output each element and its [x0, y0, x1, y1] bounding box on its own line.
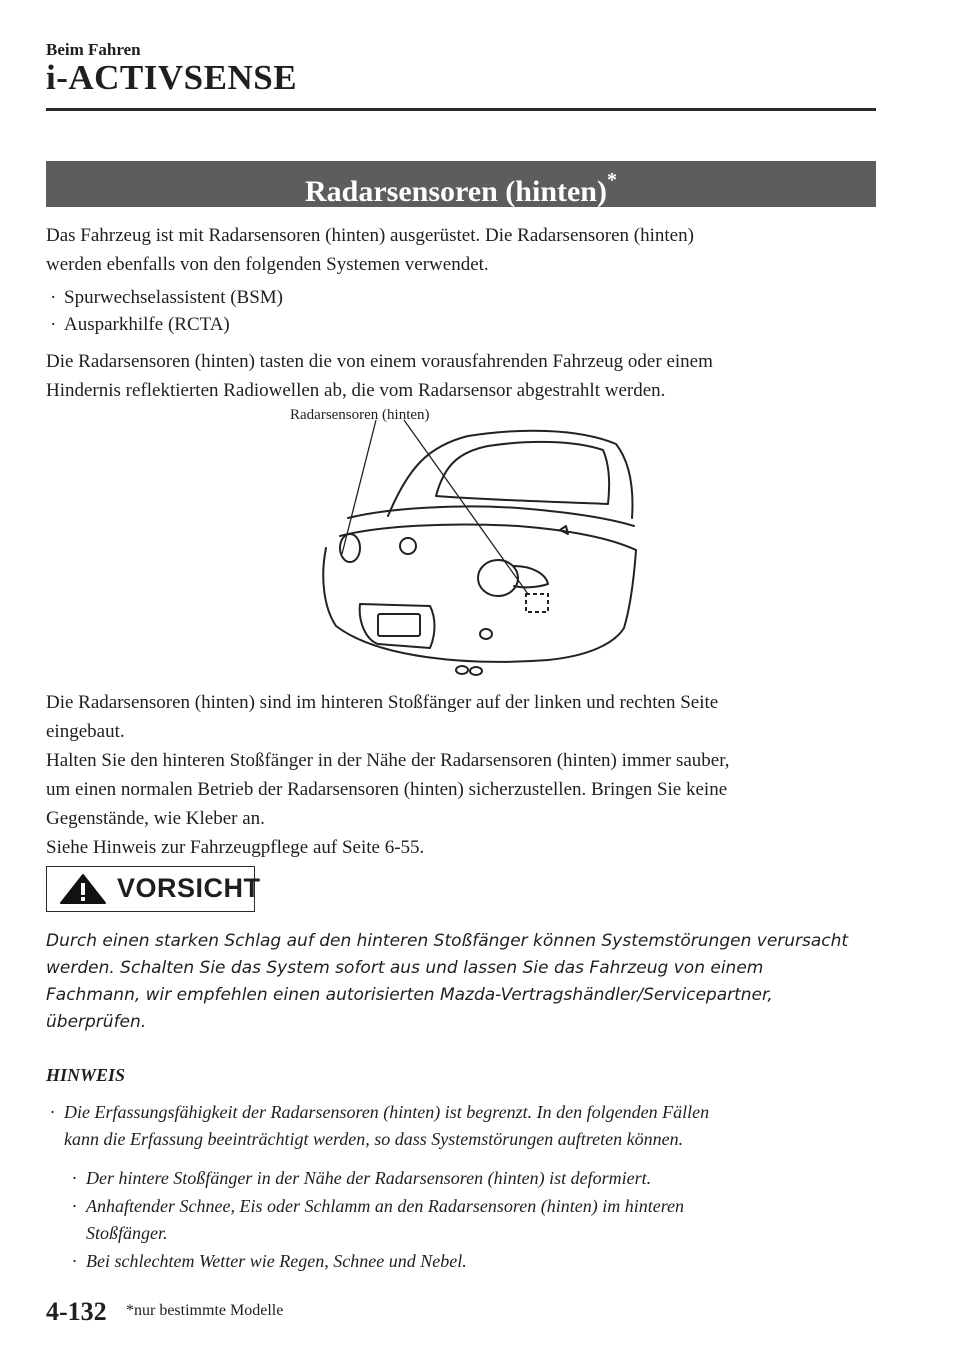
installation-paragraph: [46, 688, 876, 862]
function-line: Hindernis reflektierten Radiowellen ab, die vom Radarsensor abgestrahlt werden.: [46, 380, 666, 401]
banner-title: Radarsensoren (hinten): [305, 175, 607, 208]
caution-line: Durch einen starken Schlag auf den hinteren Stoßfänger können Systemstörungen verursacht: [46, 931, 849, 951]
note-title: HINWEIS: [46, 1065, 126, 1085]
bullet-dot-icon: ·: [50, 287, 57, 308]
intro-line: Das Fahrzeug ist mit Radarsensoren (hinten) ausgerüstet. Die Radarsensoren (hinten): [46, 225, 694, 246]
rear-reflector: [480, 629, 492, 639]
caution-line: überprüfen.: [46, 1012, 147, 1032]
intro-line: werden ebenfalls von den folgenden Systemen verwendet.: [46, 254, 489, 275]
license-plate: [378, 614, 420, 636]
section-title: i-ACTIVSENSE: [46, 58, 298, 97]
exhaust-pipe: [470, 667, 482, 675]
installation-line: Siehe Hinweis zur Fahrzeugpflege auf Seite 6-55.: [46, 837, 425, 858]
note-item: [72, 1248, 882, 1275]
footnote: *nur bestimmte Modelle: [126, 1302, 284, 1319]
system-name: Spurwechselassistent (BSM): [64, 287, 284, 308]
note-lead-line: kann die Erfassung beeinträchtigt werden, so dass Systemstörungen auftreten können.: [64, 1129, 684, 1149]
note-item: [72, 1193, 882, 1247]
taillight-right-lens: [514, 566, 548, 587]
installation-line: eingebaut.: [46, 721, 125, 742]
trunk-emblem: [400, 538, 416, 554]
chapter-title: Beim Fahren: [46, 40, 141, 59]
note-item-line: Der hintere Stoßfänger in der Nähe der Radarsensoren (hinten) ist deformiert.: [86, 1168, 652, 1188]
note-item: [72, 1165, 882, 1192]
intro-paragraph: [46, 221, 876, 279]
installation-line: um einen normalen Betrieb der Radarsensoren (hinten) sicherzustellen. Bringen Sie keine: [46, 779, 728, 800]
caution-text: [46, 928, 881, 1036]
installation-line: Halten Sie den hinteren Stoßfänger in der Nähe der Radarsensoren (hinten) immer sauber,: [46, 750, 730, 771]
note-item-line: Bei schlechtem Wetter wie Regen, Schnee und Nebel.: [86, 1251, 467, 1271]
installation-line: Gegenstände, wie Kleber an.: [46, 808, 265, 829]
caution-label: VORSICHT: [117, 873, 261, 903]
note-item-line: Stoßfänger.: [86, 1223, 168, 1243]
car-rear-illustration: [318, 408, 648, 680]
note-lead-line: Die Erfassungsfähigkeit der Radarsensoren (hinten) ist begrenzt. In den folgenden Fällen: [64, 1102, 710, 1122]
caution-box: [46, 866, 261, 912]
system-name: Ausparkhilfe (RCTA): [64, 314, 230, 335]
topic-banner: [46, 161, 876, 207]
leader-line: [342, 420, 376, 554]
caution-line: werden. Schalten Sie das System sofort aus und lassen Sie das Fahrzeug von einem: [46, 958, 764, 978]
list-item: [50, 311, 230, 339]
note-lead: [50, 1099, 880, 1153]
header-rule: [46, 108, 876, 111]
bullet-dot-icon: ·: [72, 1168, 77, 1188]
figure-label: Radarsensoren (hinten): [290, 407, 430, 423]
list-item: [50, 284, 283, 312]
note-item-line: Anhaftender Schnee, Eis oder Schlamm an den Radarsensoren (hinten) im hinteren: [86, 1196, 685, 1216]
warning-triangle-icon: [57, 873, 109, 905]
rear-window: [436, 442, 609, 504]
exhaust-pipe: [456, 666, 468, 674]
bullet-dot-icon: ·: [72, 1251, 77, 1271]
license-plate-recess: [360, 604, 435, 648]
bullet-dot-icon: ·: [50, 1102, 55, 1122]
bullet-dot-icon: ·: [72, 1196, 77, 1216]
page-number: 4-132: [46, 1297, 107, 1326]
taillight-right: [478, 560, 518, 596]
installation-line: Die Radarsensoren (hinten) sind im hinteren Stoßfänger auf der linken und rechten Seite: [46, 692, 719, 713]
bullet-dot-icon: ·: [50, 314, 57, 335]
deck-latch: [560, 526, 568, 534]
caution-line: Fachmann, wir empfehlen einen autorisierten Mazda-Vertragshändler/Servicepartner,: [46, 985, 773, 1005]
function-line: Die Radarsensoren (hinten) tasten die von einem vorausfahrenden Fahrzeug oder einem: [46, 351, 713, 372]
radar-sensor-marker: [526, 594, 548, 612]
model-footnote-mark: *: [606, 169, 617, 191]
function-paragraph: [46, 347, 876, 405]
